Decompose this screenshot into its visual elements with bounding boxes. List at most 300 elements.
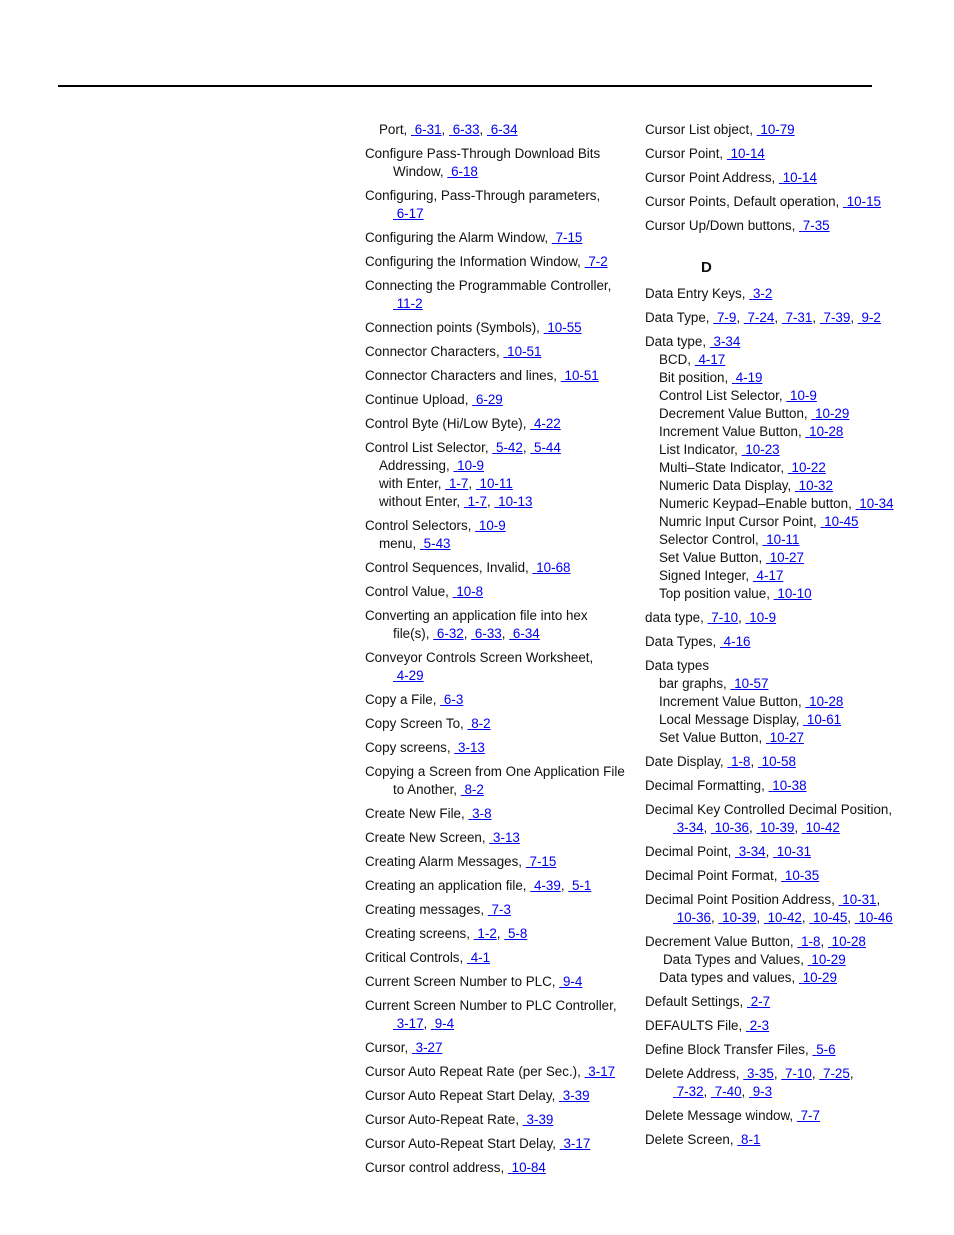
index-entry: [365, 973, 623, 991]
index-entry: [365, 739, 623, 757]
index-term: Data Entry Keys,: [645, 286, 750, 301]
index-term: Connector Characters,: [365, 344, 504, 359]
index-term: Copy a File,: [365, 692, 441, 707]
index-entry: [645, 309, 907, 327]
page-reference-link[interactable]: 1-7: [448, 476, 469, 491]
section-letter-heading: D: [701, 259, 712, 276]
index-entry-line: [365, 1135, 623, 1153]
page-reference-link[interactable]: 6-33: [452, 122, 480, 137]
index-term: DEFAULTS File,: [645, 1018, 746, 1033]
index-term: menu,: [379, 536, 420, 551]
index-subentry: [365, 493, 623, 511]
page-separator: ,: [850, 310, 858, 325]
index-entry: [365, 145, 623, 181]
index-entry-line: [365, 901, 623, 919]
page-separator: ,: [741, 1084, 749, 1099]
index-entry-line: [365, 1111, 623, 1129]
page-reference-link[interactable]: 10-38: [772, 778, 807, 793]
index-subentry: [645, 951, 907, 969]
page-reference-link[interactable]: 7-40: [714, 1084, 742, 1099]
page-separator: ,: [468, 476, 476, 491]
page-reference-link[interactable]: 10-46: [858, 910, 893, 925]
page-separator: ,: [560, 878, 569, 893]
index-entry: [365, 1087, 623, 1105]
page-reference-link[interactable]: 10-42: [805, 820, 840, 835]
page-reference-link[interactable]: 5-6: [816, 1042, 836, 1057]
index-term: Default Settings,: [645, 994, 747, 1009]
index-entry-continuation: [365, 1015, 623, 1033]
page-reference-link[interactable]: 10-23: [745, 442, 780, 457]
index-entry-line: [365, 583, 623, 601]
index-entry: [365, 805, 623, 823]
page-reference-link[interactable]: 8-2: [464, 782, 484, 797]
index-term: Create New File,: [365, 806, 469, 821]
page-reference-link[interactable]: 9-3: [752, 1084, 773, 1099]
index-term: Selector Control,: [659, 532, 763, 547]
page-reference-link[interactable]: 5-1: [572, 878, 592, 893]
index-entry: [645, 1017, 907, 1035]
page-separator: ,: [486, 494, 495, 509]
page-reference-link[interactable]: 6-17: [396, 206, 424, 221]
page-separator: ,: [423, 1016, 431, 1031]
page-reference-link[interactable]: 3-17: [396, 1016, 424, 1031]
page-reference-link[interactable]: 3-13: [458, 740, 485, 755]
index-entry-line: [645, 169, 907, 187]
page-reference-link[interactable]: 4-39: [534, 878, 561, 893]
page-reference-link[interactable]: 10-42: [767, 910, 802, 925]
index-term: Decrement Value Button,: [659, 406, 812, 421]
index-entry: [365, 121, 623, 139]
index-entry-line: [365, 439, 623, 457]
page-reference-link[interactable]: 10-9: [749, 610, 777, 625]
page-reference-link[interactable]: 4-22: [533, 416, 561, 431]
page-reference-link[interactable]: 1-8: [801, 934, 821, 949]
index-term: Configuring, Pass-Through parameters,: [365, 188, 601, 203]
page-reference-link[interactable]: 2-3: [749, 1018, 770, 1033]
page-reference-link[interactable]: 5-43: [423, 536, 451, 551]
index-subentry: [645, 441, 907, 459]
page-reference-link[interactable]: 10-57: [734, 676, 769, 691]
page-reference-link[interactable]: 7-9: [716, 310, 737, 325]
index-term: with Enter,: [379, 476, 446, 491]
page-reference-link[interactable]: 6-34: [490, 122, 518, 137]
page-reference-link[interactable]: 7-35: [802, 218, 830, 233]
page-reference-link[interactable]: 7-31: [785, 310, 813, 325]
page-reference-link[interactable]: 3-34: [738, 844, 766, 859]
index-subentry: [365, 121, 623, 139]
index-entry-continuation: [645, 1083, 907, 1101]
index-entry-line: [645, 843, 907, 861]
page-reference-link[interactable]: 6-33: [474, 626, 502, 641]
index-term: Local Message Display,: [659, 712, 804, 727]
index-entry: [645, 867, 907, 885]
page-reference-link[interactable]: 7-25: [823, 1066, 850, 1081]
page-reference-link[interactable]: 10-58: [761, 754, 796, 769]
page-reference-link[interactable]: 3-17: [588, 1064, 616, 1079]
page-reference-link[interactable]: 1-8: [731, 754, 751, 769]
index-entry-line: [645, 777, 907, 795]
index-entry-line: [365, 277, 623, 295]
index-entry-line: [645, 193, 907, 211]
index-entry-line: [645, 1131, 907, 1149]
page-reference-link[interactable]: 10-9: [478, 518, 506, 533]
page-reference-link[interactable]: 7-3: [491, 902, 511, 917]
page-reference-link[interactable]: 10-68: [536, 560, 571, 575]
index-entry: [365, 877, 623, 895]
page-reference-link[interactable]: 5-8: [507, 926, 528, 941]
page-reference-link[interactable]: 4-19: [735, 370, 763, 385]
index-entry-line: [365, 1063, 623, 1081]
index-entry: [645, 1041, 907, 1059]
index-subentry: [645, 423, 907, 441]
index-entry-line: [645, 1041, 907, 1059]
index-entry-line: [365, 949, 623, 967]
page-reference-link[interactable]: 7-24: [747, 310, 775, 325]
page-reference-link[interactable]: 10-14: [782, 170, 817, 185]
index-subentry: [645, 693, 907, 711]
page-reference-link[interactable]: 6-34: [512, 626, 540, 641]
page-reference-link[interactable]: 7-32: [676, 1084, 704, 1099]
page-separator: ,: [738, 610, 746, 625]
page-separator: ,: [501, 626, 510, 641]
page-separator: ,: [710, 910, 719, 925]
index-entry: [645, 1131, 907, 1149]
index-term: Cursor Auto Repeat Start Delay,: [365, 1088, 560, 1103]
index-term: Critical Controls,: [365, 950, 467, 965]
index-entry: [645, 753, 907, 771]
page-reference-link[interactable]: 10-13: [498, 494, 533, 509]
index-term: data type,: [645, 610, 708, 625]
page-reference-link[interactable]: 3-27: [415, 1040, 443, 1055]
page-reference-link[interactable]: 10-31: [842, 892, 877, 907]
index-entry-line: [645, 309, 907, 327]
index-entry-line: [365, 997, 623, 1015]
index-entry-line: [645, 933, 907, 951]
page-reference-link[interactable]: 10-61: [806, 712, 842, 727]
index-subentry: [645, 675, 907, 693]
page-reference-link[interactable]: 9-4: [562, 974, 583, 989]
index-term: Cursor Points, Default operation,: [645, 194, 843, 209]
index-entry: [645, 609, 907, 627]
index-entry-line: [365, 763, 623, 781]
index-entry: [645, 285, 907, 303]
index-term: Create New Screen,: [365, 830, 490, 845]
page-reference-link[interactable]: 10-29: [815, 406, 850, 421]
index-entry-continuation: [365, 295, 623, 313]
page-separator: ,: [820, 934, 828, 949]
index-term: Control Value,: [365, 584, 453, 599]
index-term: BCD,: [659, 352, 695, 367]
page-reference-link[interactable]: 10-11: [479, 476, 513, 491]
page-reference-link[interactable]: 5-42: [496, 440, 523, 455]
index-term: Set Value Button,: [659, 550, 766, 565]
page-reference-link[interactable]: 10-29: [802, 970, 837, 985]
page-separator: ,: [748, 820, 757, 835]
index-term: Cursor Auto-Repeat Start Delay,: [365, 1136, 560, 1151]
index-column-right: [645, 121, 907, 1155]
page-reference-link[interactable]: 10-36: [676, 910, 711, 925]
index-term: Data Types and Values,: [663, 952, 808, 967]
page-reference-link[interactable]: 7-2: [588, 254, 608, 269]
index-term: Cursor,: [365, 1040, 412, 1055]
index-term: Current Screen Number to PLC Controller,: [365, 998, 617, 1013]
index-term: Decimal Point Format,: [645, 868, 782, 883]
page-reference-link[interactable]: 3-39: [526, 1112, 554, 1127]
page-separator: ,: [463, 626, 472, 641]
index-entry-line: [365, 229, 623, 247]
index-entry: [365, 649, 623, 685]
index-entry-line: [645, 1065, 907, 1083]
index-entry: [365, 1159, 623, 1177]
page-separator: ,: [522, 440, 531, 455]
page-reference-link[interactable]: 10-28: [809, 424, 844, 439]
index-entry: [365, 925, 623, 943]
index-entry: [365, 715, 623, 733]
page-reference-link[interactable]: 10-32: [798, 478, 833, 493]
index-subentry: [645, 711, 907, 729]
page-reference-link[interactable]: 3-2: [752, 286, 773, 301]
page-reference-link[interactable]: 10-10: [777, 586, 812, 601]
index-term: Numeric Data Display,: [659, 478, 795, 493]
index-entry: [365, 853, 623, 871]
index-subentry: [645, 387, 907, 405]
index-entry-line: [365, 1087, 623, 1105]
index-term: Cursor Up/Down buttons,: [645, 218, 800, 233]
index-term: Control Byte (Hi/Low Byte),: [365, 416, 531, 431]
index-term: Increment Value Button,: [659, 424, 806, 439]
index-column-left: [365, 121, 623, 1183]
page-reference-link[interactable]: 10-27: [769, 550, 804, 565]
page-reference-link[interactable]: 10-84: [511, 1160, 546, 1175]
index-entry: [645, 121, 907, 139]
page-reference-link[interactable]: 10-35: [784, 868, 820, 883]
index-term: Data types and values,: [659, 970, 799, 985]
index-term: Increment Value Button,: [659, 694, 806, 709]
index-term: Cursor Point,: [645, 146, 727, 161]
page-reference-link[interactable]: 9-2: [861, 310, 881, 325]
page-reference-link[interactable]: 3-17: [563, 1136, 591, 1151]
index-entry-line: [645, 867, 907, 885]
page-reference-link[interactable]: 10-45: [813, 910, 848, 925]
page-reference-link[interactable]: 10-9: [457, 458, 484, 473]
page-separator: ,: [703, 1084, 711, 1099]
index-entry: [645, 333, 907, 603]
header-rule: [58, 85, 872, 87]
index-entry: [645, 891, 907, 927]
page-reference-link[interactable]: 10-29: [811, 952, 846, 967]
index-term: Numric Input Cursor Point,: [659, 514, 821, 529]
index-term: Signed Integer,: [659, 568, 753, 583]
index-subentry: [365, 457, 623, 475]
index-term: Copying a Screen from One Application File: [365, 764, 625, 779]
page-reference-link[interactable]: 1-2: [477, 926, 497, 941]
page-reference-link[interactable]: 6-29: [475, 392, 503, 407]
index-entry: [645, 145, 907, 163]
index-entry: [645, 633, 907, 651]
page-reference-link[interactable]: 3-8: [472, 806, 492, 821]
index-entry-continuation: [365, 667, 623, 685]
index-term: Bit position,: [659, 370, 732, 385]
page-reference-link[interactable]: 6-18: [451, 164, 478, 179]
page-reference-link[interactable]: 10-39: [722, 910, 757, 925]
index-entry-line: [645, 993, 907, 1011]
page-reference-link[interactable]: 10-39: [760, 820, 795, 835]
index-entry-line: [365, 367, 623, 385]
index-subentry: [645, 969, 907, 987]
page-reference-link[interactable]: 6-31: [414, 122, 442, 137]
index-term: Conveyor Controls Screen Worksheet,: [365, 650, 594, 665]
page-reference-link[interactable]: 6-32: [436, 626, 464, 641]
page-reference-link[interactable]: 10-45: [824, 514, 859, 529]
page-separator: ,: [811, 1066, 820, 1081]
index-entry-line: [365, 829, 623, 847]
page-reference-link[interactable]: 3-35: [747, 1066, 774, 1081]
page-reference-link[interactable]: 10-28: [831, 934, 866, 949]
page-reference-link[interactable]: 10-28: [809, 694, 844, 709]
index-entry-continuation: [365, 625, 623, 643]
index-term: Delete Screen,: [645, 1132, 738, 1147]
index-entry-line: [365, 343, 623, 361]
page-separator: ,: [876, 892, 881, 907]
page-separator: ,: [847, 910, 855, 925]
page-reference-link[interactable]: 10-55: [547, 320, 582, 335]
index-entry: [365, 1063, 623, 1081]
page-separator: ,: [736, 310, 744, 325]
page-reference-link[interactable]: 7-7: [800, 1108, 820, 1123]
index-term: Window,: [393, 164, 448, 179]
page-reference-link[interactable]: 10-15: [846, 194, 881, 209]
index-entry-continuation: [365, 205, 623, 223]
index-entry-continuation: [365, 781, 623, 799]
index-entry: [365, 367, 623, 385]
index-term: Decimal Point,: [645, 844, 736, 859]
page-reference-link[interactable]: 10-36: [714, 820, 749, 835]
page-reference-link[interactable]: 3-34: [713, 334, 741, 349]
index-term: Delete Message window,: [645, 1108, 797, 1123]
page-reference-link[interactable]: 9-4: [434, 1016, 455, 1031]
page-reference-link[interactable]: 4-17: [756, 568, 784, 583]
index-entry: [365, 949, 623, 967]
index-entry-line: [645, 609, 907, 627]
index-entry: [365, 559, 623, 577]
page-reference-link[interactable]: 7-15: [529, 854, 557, 869]
page-reference-link[interactable]: 7-15: [555, 230, 583, 245]
index-entry-line: [645, 801, 907, 819]
index-entry-line: [365, 691, 623, 709]
page-separator: ,: [765, 844, 774, 859]
page-reference-link[interactable]: 6-3: [443, 692, 464, 707]
index-entry: [365, 319, 623, 337]
index-term: Copy Screen To,: [365, 716, 468, 731]
page-reference-link[interactable]: 10-34: [859, 496, 894, 511]
page-reference-link[interactable]: 7-39: [823, 310, 851, 325]
index-subentry: [645, 567, 907, 585]
index-entry-line: [645, 333, 907, 351]
index-term: Data types: [645, 658, 710, 673]
index-subentry: [645, 585, 907, 603]
page-reference-link[interactable]: 3-39: [562, 1088, 590, 1103]
index-term: Decimal Point Position Address,: [645, 892, 839, 907]
page-reference-link[interactable]: 7-10: [711, 610, 739, 625]
index-subentry: [365, 535, 623, 553]
page-reference-link[interactable]: 10-14: [730, 146, 765, 161]
page-reference-link[interactable]: 4-1: [470, 950, 491, 965]
index-entry-continuation: [365, 163, 623, 181]
index-term: Numeric Keypad–Enable button,: [659, 496, 856, 511]
index-term: Define Block Transfer Files,: [645, 1042, 813, 1057]
index-term: Creating messages,: [365, 902, 488, 917]
index-subentry: [645, 351, 907, 369]
page-reference-link[interactable]: 10-9: [790, 388, 817, 403]
page-reference-link[interactable]: 10-31: [776, 844, 812, 859]
page-reference-link[interactable]: 10-51: [507, 344, 542, 359]
page-reference-link[interactable]: 10-22: [791, 460, 826, 475]
page-separator: ,: [756, 910, 764, 925]
index-entry-line: [365, 877, 623, 895]
page-reference-link[interactable]: 7-10: [785, 1066, 812, 1081]
page-reference-link[interactable]: 8-1: [741, 1132, 761, 1147]
index-entry-line: [365, 1039, 623, 1057]
index-entry: [645, 933, 907, 987]
index-subentry: [645, 549, 907, 567]
page-reference-link[interactable]: 11-2: [396, 296, 423, 311]
page-reference-link[interactable]: 10-79: [760, 122, 795, 137]
page-separator: ,: [801, 910, 810, 925]
index-entry-line: [645, 1107, 907, 1125]
page-reference-link[interactable]: 5-44: [534, 440, 561, 455]
page-reference-link[interactable]: 4-29: [396, 668, 424, 683]
page-reference-link[interactable]: 10-8: [456, 584, 484, 599]
index-term: Multi–State Indicator,: [659, 460, 788, 475]
page-reference-link[interactable]: 2-7: [750, 994, 771, 1009]
page-reference-link[interactable]: 10-11: [766, 532, 800, 547]
index-entry-continuation: [645, 819, 907, 837]
index-term: Creating Alarm Messages,: [365, 854, 526, 869]
page-reference-link[interactable]: 10-51: [564, 368, 599, 383]
index-term: without Enter,: [379, 494, 464, 509]
index-term: Converting an application file into hex: [365, 608, 588, 623]
index-entry: [365, 229, 623, 247]
index-subentry: [645, 405, 907, 423]
index-entry-line: [645, 633, 907, 651]
page-reference-link[interactable]: 4-16: [723, 634, 751, 649]
index-entry: [365, 1135, 623, 1153]
index-entry: [365, 343, 623, 361]
page-reference-link[interactable]: 10-27: [769, 730, 804, 745]
index-entry: [365, 901, 623, 919]
index-entry: [645, 993, 907, 1011]
index-entry: [365, 763, 623, 799]
page-reference-link[interactable]: 3-13: [493, 830, 520, 845]
index-entry-line: [365, 319, 623, 337]
index-term: Control Sequences, Invalid,: [365, 560, 533, 575]
index-term: Cursor Auto-Repeat Rate,: [365, 1112, 523, 1127]
index-entry-line: [365, 187, 623, 205]
index-entry: [365, 277, 623, 313]
page-reference-link[interactable]: 4-17: [698, 352, 726, 367]
index-term: Connection points (Symbols),: [365, 320, 544, 335]
index-term: Cursor Auto Repeat Rate (per Sec.),: [365, 1064, 585, 1079]
index-subentry: [645, 369, 907, 387]
page-reference-link[interactable]: 8-2: [471, 716, 491, 731]
index-subentry: [645, 531, 907, 549]
index-term: Continue Upload,: [365, 392, 473, 407]
page-reference-link[interactable]: 3-34: [676, 820, 704, 835]
index-entry: [645, 801, 907, 837]
index-subentry: [645, 477, 907, 495]
page-reference-link[interactable]: 1-7: [467, 494, 487, 509]
index-term: Configure Pass-Through Download Bits: [365, 146, 601, 161]
